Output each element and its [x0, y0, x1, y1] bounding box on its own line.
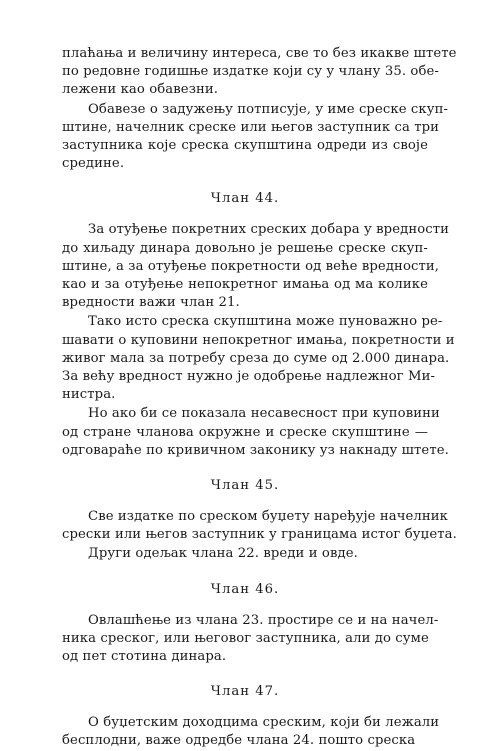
paragraph	[62, 508, 457, 544]
text-line: штине, начелник среске или његов заступник са три	[62, 119, 440, 135]
text-line: За већу вредност нужно је одобрење надлежног Ми-	[62, 369, 436, 385]
text-line: лежени као обавезни.	[62, 82, 219, 98]
text-line: штине, а за отуђење покретности од веће вредности,	[62, 258, 440, 274]
text-line: Обавезе о задужењу потписује, у име среске скуп-	[88, 101, 449, 117]
text-line: по редовне годишње издатке који су у члану 35. обе-	[62, 64, 439, 80]
text-line: од пет стотина динара.	[62, 649, 227, 665]
paragraph	[62, 405, 449, 460]
paragraph	[62, 313, 455, 404]
paragraph	[62, 45, 457, 100]
text-line: бесплодни, важе одредбе члана 24. пошто среска	[62, 733, 416, 749]
text-line: Овлашћење из члана 23. простире се и на начел-	[88, 612, 439, 628]
text-line: Но ако би се показала несавесност при куповини	[88, 406, 440, 422]
text-line: Тако исто среска скупштина може пуноважно ре-	[88, 314, 443, 330]
text-line: За отуђење покретних среских добара у вредности	[88, 222, 450, 238]
text-line: као и за отуђење непокретног имања од ма колике	[62, 277, 428, 293]
article-heading: Члан 46.	[210, 581, 280, 597]
text-line: плаћања и величину интереса, све то без икакве штете	[62, 46, 457, 61]
text-line: Други одељак члана 22. вреди и овде.	[88, 546, 358, 562]
text-line: до хиљаду динара довољно је решење среске скуп-	[62, 240, 428, 256]
paragraph	[62, 221, 450, 312]
text-line: заступника које среска скупштина одреди из своје	[62, 138, 428, 154]
text-line: Све издатке по среском буџету наређује начелник	[88, 509, 449, 525]
paragraph	[62, 545, 428, 563]
text-line: нистра.	[62, 387, 116, 403]
text-line: од стране чланова окружне и среске скупштине —	[62, 424, 428, 440]
text-line: живог мала за потребу среза до суме од 2.000 динара.	[62, 350, 450, 366]
text-line: средине.	[62, 156, 125, 172]
text-line: вредности важи члан 21.	[62, 295, 240, 311]
article-heading: Члан 47.	[210, 684, 280, 700]
article-heading: Члан 45.	[210, 478, 280, 494]
text-line: шавати о куповини непокретног имања, покретности и	[62, 332, 455, 348]
paragraph	[62, 612, 439, 667]
article-heading: Члан 44.	[210, 191, 280, 207]
text-line: О буџетским доходцима среским, који би лежали	[88, 715, 440, 731]
text-line: срески или његов заступник у границама истог буџета.	[62, 527, 457, 543]
paragraph	[62, 101, 449, 174]
paragraph	[62, 714, 440, 750]
text-line: ника среског, или његовог заступника, али до суме	[62, 630, 429, 646]
text-line: одговараће по кривичном законику уз накнаду штете.	[62, 442, 449, 458]
